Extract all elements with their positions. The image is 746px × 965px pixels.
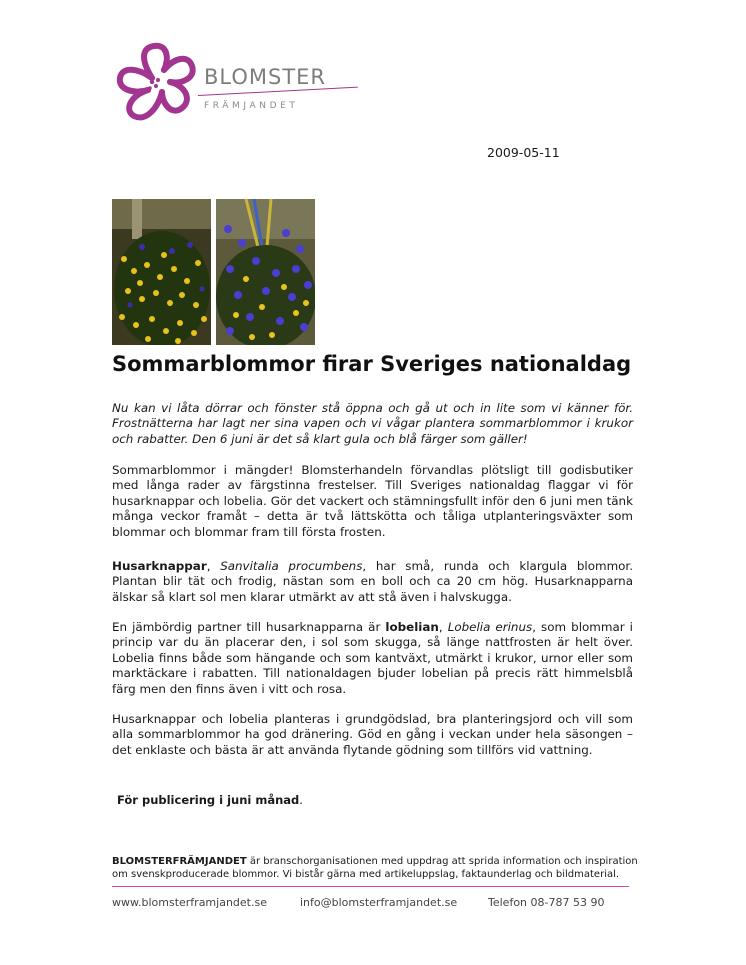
publication-text: För publicering i juni månad xyxy=(117,793,300,807)
footer-email-link[interactable]: info@blomsterframjandet.se xyxy=(300,896,458,909)
latin-name: Sanvitalia procumbens xyxy=(220,559,363,573)
footer-org-name: BLOMSTERFRÄMJANDET xyxy=(112,856,247,867)
paragraph-lead: En jämbördig partner till husarknapparna är xyxy=(112,620,386,634)
paragraph-text: , har små, runda och klargula blommor. Plantan blir tät och frodig, nästan som en boll och ca 20 cm hög. Husarknapparna älskar så klart sol men klarar utmärkt av att stå även i halvskugga. xyxy=(112,559,634,604)
publication-note xyxy=(117,793,303,807)
brand-subtitle: FRÄMJANDET xyxy=(204,101,299,111)
brand-name: BLOMSTER xyxy=(204,65,327,89)
article-title: Sommarblommor firar Sveriges nationaldag xyxy=(112,352,632,376)
footer-description xyxy=(112,855,642,882)
document-date: 2009-05-11 xyxy=(487,145,560,160)
body-paragraph-1: Sommarblommor i mängder! Blomsterhandeln förvandlas plötsligt till godisbutiker med långa rader av färgstinna frestelser. Till Sveriges nationaldag flaggar vi för husarknappar och lobelia. Gör det vackert och stämningsfullt inför den 6 juni men tänk många veckor framåt – detta är två lättskötta och tåliga utplanteringsväxter som blommar och blommar fram till första frosten. xyxy=(112,463,633,539)
photo-hanging-basket-yellow xyxy=(112,199,211,345)
blomsterframjandet-logo xyxy=(112,40,372,130)
flower-logo-icon xyxy=(112,40,202,130)
separator: , xyxy=(438,620,448,634)
photo-hanging-basket-blue-yellow xyxy=(216,199,315,345)
body-paragraph-4: Husarknappar och lobelia planteras i grundgödslad, bra planteringsjord och vill som alla sommarblommor ha god dränering. Göd en gång i veckan under hela säsongen – det enklaste och bästa är att använda flytande gödning som tillförs vid vattning. xyxy=(112,712,633,757)
publication-dot: . xyxy=(299,793,303,807)
intro-paragraph: Nu kan vi låta dörrar och fönster stå öppna och gå ut och in lite som vi känner för. Frostnätterna har lagt ner sina vapen och vi vågar plantera sommarblommor i krukor och rabatter. Den 6 juni är det så klart gula och blå färger som gäller! xyxy=(112,401,633,446)
footer-phone: Telefon 08-787 53 90 xyxy=(488,896,605,909)
body-paragraph-husarknappar xyxy=(112,559,633,605)
term-lobelian: lobelian xyxy=(385,620,439,634)
footer-divider xyxy=(112,886,629,887)
paragraph-text: , som blommar i princip var du än placerar den, i sol som skugga, så länge nattfrosten är helt över. Lobelia finns både som hängande och som kantväxt, utmärkt i krukor, urnor eller som marktäckare i rabatten. Till nationaldagen bjuder lobelian på precis rätt himmelsblå färg men den finns även i vitt och rosa. xyxy=(112,620,633,696)
term-husarknappar: Husarknappar xyxy=(112,559,207,573)
separator: , xyxy=(206,559,221,573)
footer-org-text: är branschorganisationen med uppdrag att sprida information och inspiration om svenskproducerade blommor. Vi bistår gärna med artikeluppslag, faktaunderlag och bildmaterial. xyxy=(112,856,638,881)
body-paragraph-lobelia xyxy=(112,620,633,697)
latin-name: Lobelia erinus xyxy=(447,620,533,634)
footer-website-link[interactable]: www.blomsterframjandet.se xyxy=(112,896,267,909)
